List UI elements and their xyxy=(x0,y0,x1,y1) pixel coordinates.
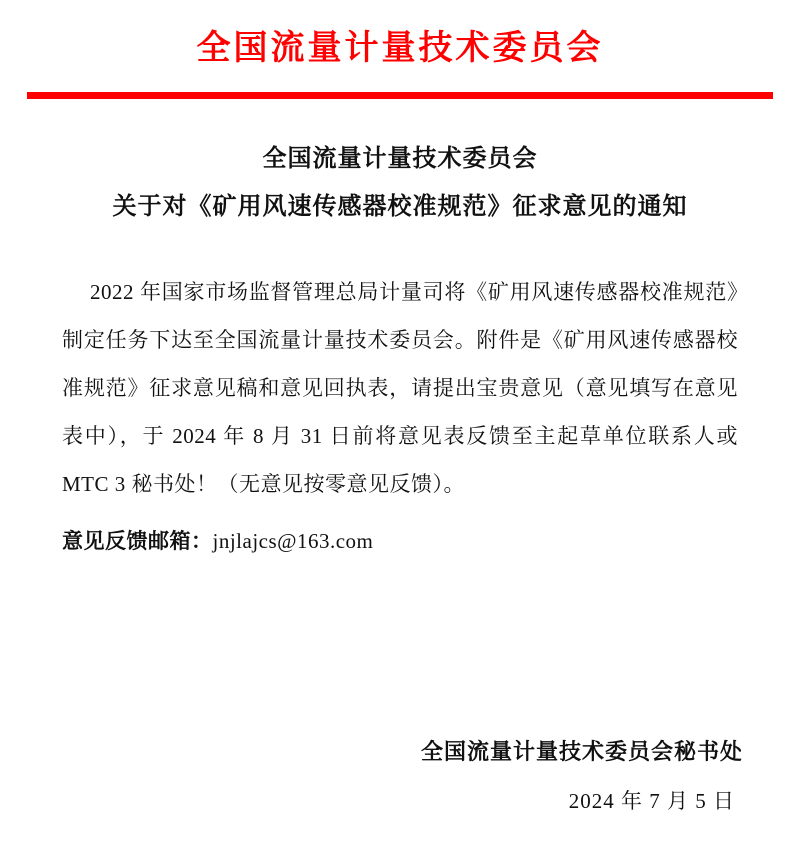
letterhead-title: 全国流量计量技术委员会 xyxy=(196,29,604,67)
feedback-email-address: jnjlajcs@163.com xyxy=(212,529,374,553)
document-title-line1: 全国流量计量技术委员会 xyxy=(262,146,538,172)
signature-line: 全国流量计量技术委员会秘书处 xyxy=(420,739,743,764)
date-line: 2024 年 7 月 5 日 xyxy=(568,789,735,813)
notice-body-paragraph: 2022 年国家市场监督管理总局计量司将《矿用风速传感器校准规范》制定任务下达至全国流量计量技术委员会。附件是《矿用风速传感器校准规范》征求意见稿和意见回执表，请提出宝贵意见（意见填写在意见表中），于 2024 年 8 月 31 日前将意见表反馈至主起草单位联系人或 MTC 3 秘书处！（无意见按零意见反馈）。 xyxy=(62,280,738,496)
letterhead-divider xyxy=(27,92,773,99)
feedback-email-line xyxy=(62,526,738,556)
feedback-email-label: 意见反馈邮箱： xyxy=(62,529,213,553)
document-title xyxy=(0,135,800,231)
document-title-line2: 关于对《矿用风速传感器校准规范》征求意见的通知 xyxy=(112,194,688,220)
